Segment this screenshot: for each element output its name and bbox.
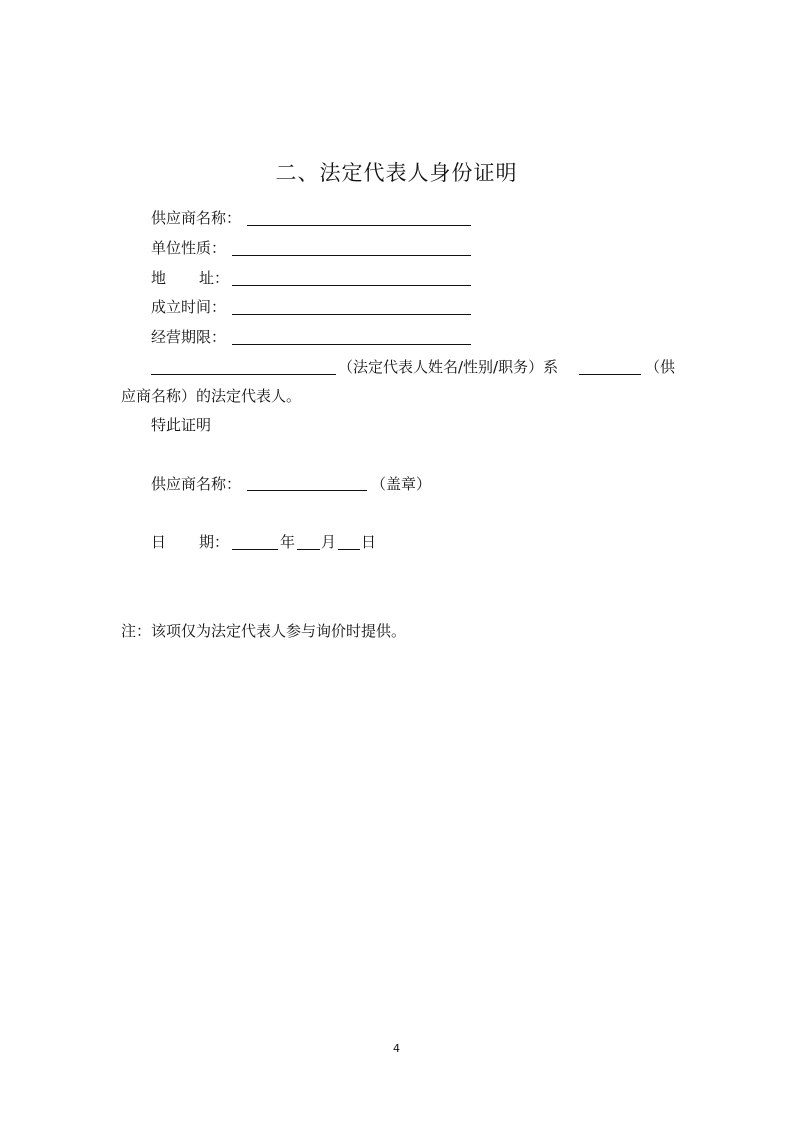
unit-nature-label: 单位性质： — [151, 239, 227, 257]
address-field[interactable] — [232, 285, 471, 286]
establish-time-label: 成立时间： — [151, 298, 227, 316]
address-label-part1: 地 — [151, 269, 167, 287]
establish-time-field[interactable] — [232, 314, 471, 315]
signature-supplier-field[interactable] — [247, 490, 367, 491]
document-title: 二、法定代表人身份证明 — [275, 161, 518, 185]
year-label: 年 — [280, 533, 296, 551]
certify-text: 特此证明 — [151, 416, 212, 434]
supplier-name-field[interactable] — [247, 225, 471, 226]
month-label: 月 — [321, 533, 337, 551]
date-label-part1: 日 — [151, 533, 167, 551]
signature-supplier-label: 供应商名称： — [151, 475, 242, 493]
seal-text: （盖章） — [371, 475, 432, 493]
footnote: 注：该项仅为法定代表人参与询价时提供。 — [121, 622, 407, 640]
supplier-name-label: 供应商名称： — [151, 209, 242, 227]
statement-middle-text: （法定代表人姓名/性别/职务）系 — [338, 358, 559, 376]
business-term-field[interactable] — [232, 344, 471, 345]
page-number: 4 — [393, 1042, 400, 1055]
business-term-label: 经营期限： — [151, 328, 227, 346]
date-label-part2: 期： — [199, 533, 230, 551]
day-label: 日 — [361, 533, 377, 551]
statement-tail-text: （供 — [645, 358, 676, 376]
day-field[interactable] — [338, 549, 360, 550]
supplier-name-inline-field[interactable] — [579, 374, 641, 375]
year-field[interactable] — [232, 549, 278, 550]
unit-nature-field[interactable] — [232, 255, 471, 256]
address-label-part2: 址： — [199, 269, 230, 287]
statement-second-line: 应商名称）的法定代表人。 — [121, 387, 302, 405]
month-field[interactable] — [297, 549, 320, 550]
legal-representative-info-field[interactable] — [151, 374, 336, 375]
